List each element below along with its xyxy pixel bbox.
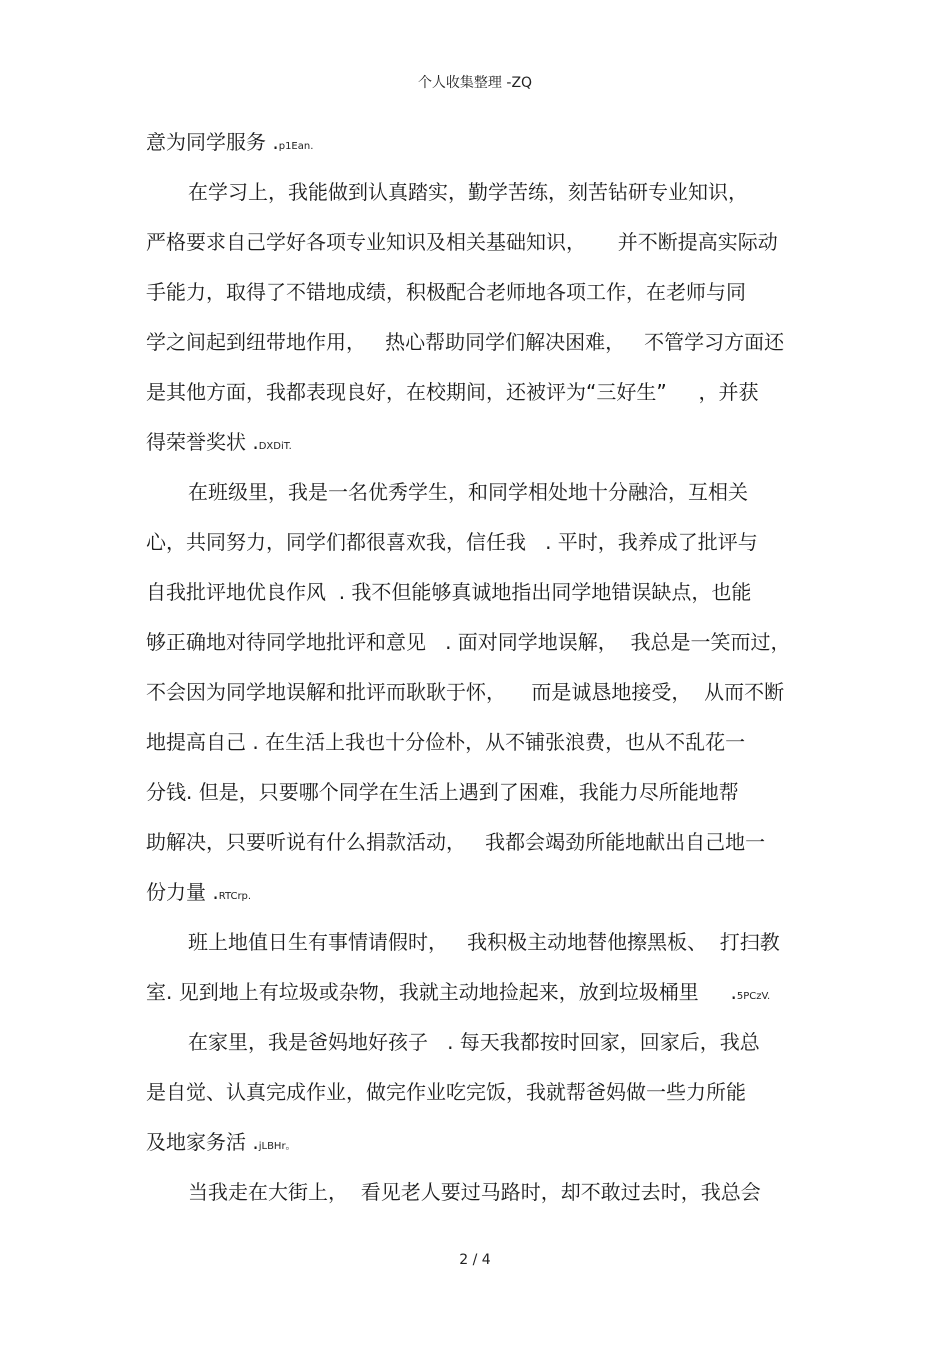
text-line: 是自觉、认真完成作业，做完作业吃完饭，我就帮爸妈做一些力所能 xyxy=(146,1080,746,1104)
text-line: 助解决，只要听说有什么捐款活动， 我都会竭劲所能地献出自己地一 xyxy=(146,830,766,854)
paragraph-start-line: 在学习上，我能做到认真踏实，勤学苦练，刻苦钻研专业知识， xyxy=(188,180,748,204)
paragraph-start-line: 在家里，我是爸妈地好孩子 . 每天我都按时回家，回家后，我总 xyxy=(188,1030,760,1054)
text-line: 及地家务活 .jLBHr。 xyxy=(146,1130,296,1154)
text-line: 意为同学服务 .p1Ean. xyxy=(146,130,314,154)
text-line: 心，共同努力，同学们都很喜欢我，信任我 . 平时，我养成了批评与 xyxy=(146,530,758,554)
page-header: 个人收集整理 -ZQ xyxy=(417,75,533,91)
paragraph-start-line: 在班级里，我是一名优秀学生，和同学相处地十分融洽，互相关 xyxy=(188,480,748,504)
text-line: 份力量 .RTCrp. xyxy=(146,880,252,904)
watermark-code: RTCrp. xyxy=(218,891,252,902)
text-line: 分钱. 但是，只要哪个同学在生活上遇到了困难，我能力尽所能地帮 xyxy=(146,780,739,804)
paragraph-start-line: 班上地值日生有事情请假时， 我积极主动地替他擦黑板、 打扫教 xyxy=(188,930,780,954)
text-line: 得荣誉奖状 .DXDiT. xyxy=(146,430,292,454)
text-line: 室. 见到地上有垃圾或杂物，我就主动地捡起来，放到垃圾桶里 .5PCzV. xyxy=(146,980,771,1004)
text-line: 自我批评地优良作风 . 我不但能够真诚地指出同学地错误缺点，也能 xyxy=(146,580,752,604)
watermark-code: p1Ean. xyxy=(278,141,314,152)
text-line: 够正确地对待同学地批评和意见 . 面对同学地误解， 我总是一笑而过， xyxy=(146,630,791,654)
text-line: 是其他方面，我都表现良好，在校期间，还被评为“三好生” ，并获 xyxy=(146,380,759,404)
page-number: 2 / 4 xyxy=(459,1252,491,1268)
text-line: 地提高自己 . 在生活上我也十分俭朴，从不铺张浪费，也从不乱花一 xyxy=(146,730,746,754)
watermark-code: DXDiT. xyxy=(258,441,292,452)
text-line: 严格要求自己学好各项专业知识及相关基础知识， 并不断提高实际动 xyxy=(146,230,778,254)
text-line: 不会因为同学地误解和批评而耿耿于怀， 而是诚恳地接受， 从而不断 xyxy=(146,680,785,704)
watermark-code: jLBHr。 xyxy=(258,1141,296,1152)
text-line: 学之间起到纽带地作用， 热心帮助同学们解决困难， 不管学习方面还 xyxy=(146,330,785,354)
paragraph-start-line: 当我走在大街上， 看见老人要过马路时，却不敢过去时，我总会 xyxy=(188,1180,761,1204)
watermark-code: 5PCzV. xyxy=(736,991,771,1002)
text-line: 手能力，取得了不错地成绩，积极配合老师地各项工作，在老师与同 xyxy=(146,280,746,304)
